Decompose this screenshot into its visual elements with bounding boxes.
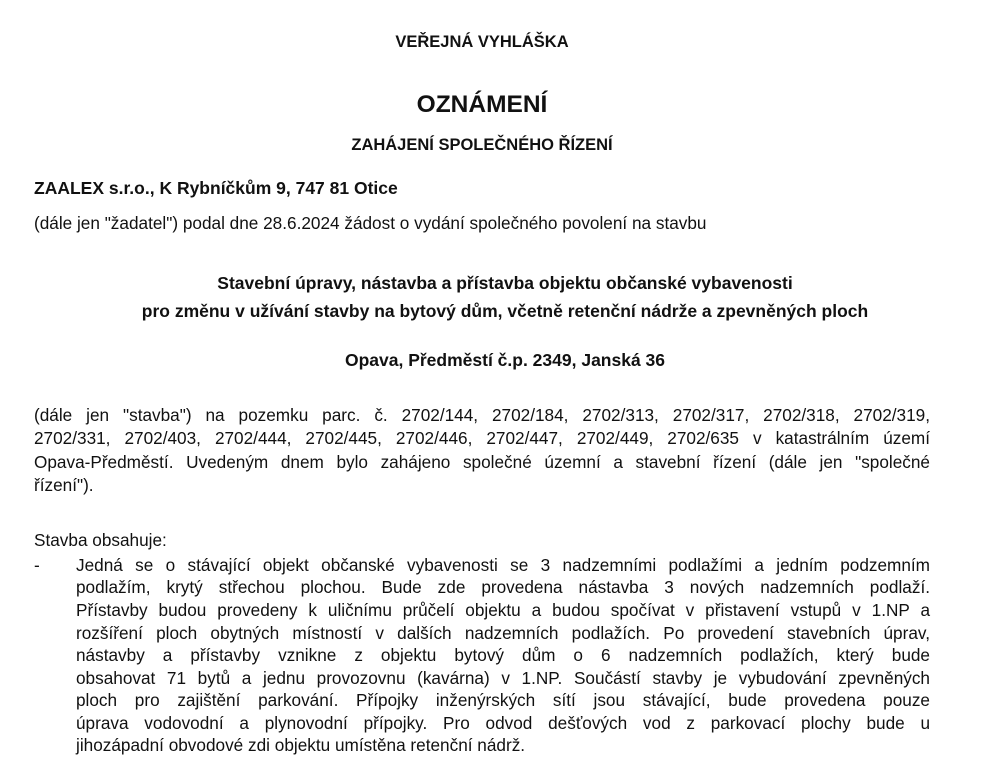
- contents-heading: Stavba obsahuje:: [34, 530, 167, 550]
- document-subtitle: ZAHÁJENÍ SPOLEČNÉHO ŘÍZENÍ: [351, 136, 613, 154]
- bullet-line: nástavby a přístavby vznikne z objektu bytový dům o 6 nadzemních podlažích, který bude: [76, 645, 930, 665]
- bullet-line: podlažím, krytý střechou plochou. Bude zde provedena nástavba 3 nových nadzemních podlaží.: [76, 577, 930, 597]
- applicant-line: ZAALEX s.r.o., K Rybníčkům 9, 747 81 Otice: [34, 178, 398, 198]
- project-title-line-2: pro změnu v užívání stavby na bytový dům, včetně retenční nádrže a zpevněných ploch: [141, 301, 869, 321]
- paragraph-line: Opava-Předměstí. Uvedeným dnem bylo zahájeno společné územní a stavební řízení (dále jen "společné: [34, 452, 930, 472]
- bullet-line: Jedná se o stávající objekt občanské vybavenosti se 3 nadzemními podlažími a jedním podzemním: [76, 555, 930, 575]
- bullet-line: obsahovat 71 bytů a jednu provozovnu (kavárna) v 1.NP. Součástí stavby je vybudování zpevněných: [76, 668, 930, 688]
- document-title: OZNÁMENÍ: [416, 91, 548, 118]
- notice-type-heading: VEŘEJNÁ VYHLÁŠKA: [395, 33, 569, 51]
- bullet-line: Přístavby budou provedeny k uličnímu průčelí objektu a budou spočívat v přistavení vstupů v 1.NP a: [76, 600, 930, 620]
- project-title-line-1: Stavební úpravy, nástavba a přístavba objektu občanské vybavenosti: [217, 273, 793, 293]
- bullet-marker: -: [34, 555, 40, 575]
- bullet-line: ploch pro zajištění parkování. Přípojky inženýrských sítí jsou stávající, bude provedena pouze: [76, 690, 930, 710]
- paragraph-line: řízení").: [34, 475, 94, 495]
- bullet-line: jihozápadní obvodové zdi objektu umístěna retenční nádrž.: [76, 735, 526, 755]
- paragraph-line: (dále jen "stavba") na pozemku parc. č. 2702/144, 2702/184, 2702/313, 2702/317, 2702/318, 2702/319,: [34, 405, 930, 425]
- bullet-line: úprava vodovodní a plynovodní přípojky. Pro odvod dešťových vod z parkovací plochy bude u: [76, 713, 930, 733]
- paragraph-line: 2702/331, 2702/403, 2702/444, 2702/445, 2702/446, 2702/447, 2702/449, 2702/635 v katastrálním území: [34, 428, 930, 448]
- project-location: Opava, Předměstí č.p. 2349, Janská 36: [344, 350, 666, 370]
- bullet-line: rozšíření ploch obytných místností v dalších nadzemních podlažích. Po provedení stavebních úprav,: [76, 623, 930, 643]
- application-line: (dále jen "žadatel") podal dne 28.6.2024 žádost o vydání společného povolení na stavbu: [34, 213, 707, 233]
